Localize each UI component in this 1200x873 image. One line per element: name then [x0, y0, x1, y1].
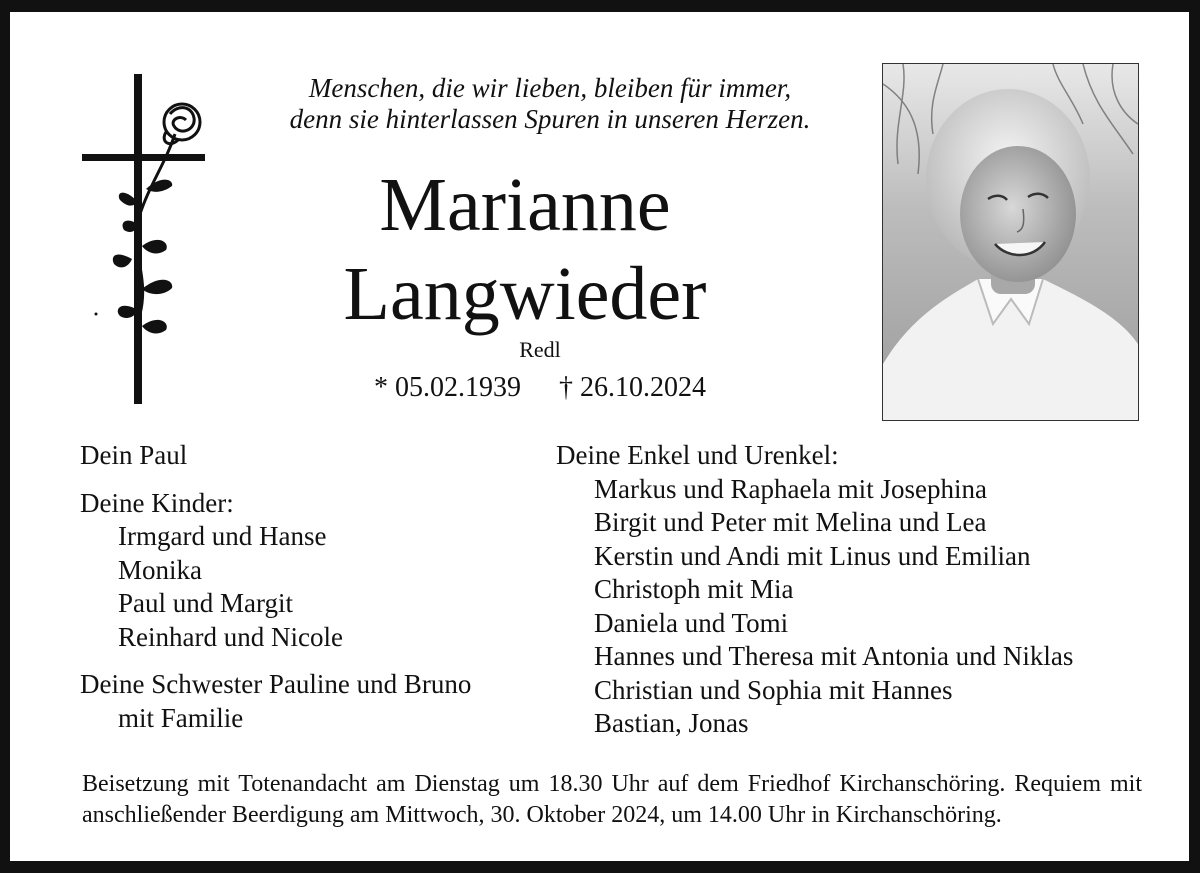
grandchild-entry: Kerstin und Andi mit Linus und Emilian: [594, 540, 1031, 571]
partner-line: Dein Paul: [80, 440, 188, 470]
portrait-photo: [882, 63, 1139, 421]
mourners-left: [80, 439, 550, 735]
motto: [230, 73, 870, 135]
grandchild-entry: Christoph mit Mia: [594, 574, 794, 604]
children-group: [80, 487, 550, 655]
grandchildren-heading: Deine Enkel und Urenkel:: [556, 440, 839, 470]
life-dates: [310, 372, 770, 404]
funeral-details: Beisetzung mit Totenandacht am Dienstag um 18.30 Uhr auf dem Friedhof Kirchanschöring. Requiem mit anschließender Beerdigung am Mittwoch, 30. Oktober 2024, um 14.00 Uhr in Kirchanschöring.: [82, 771, 1142, 828]
motto-line-1: Menschen, die wir lieben, bleiben für immer,: [308, 73, 792, 103]
portrait-photo-image: [883, 64, 1138, 420]
mourners-right: [556, 439, 1176, 741]
grandchild-entry: Bastian, Jonas: [594, 708, 749, 738]
birth-date: * 05.02.1939: [374, 372, 521, 403]
child-entry: Irmgard und Hanse: [118, 521, 327, 551]
children-heading: Deine Kinder:: [80, 487, 234, 518]
child-entry: Paul und Margit: [118, 588, 293, 618]
last-name: Langwieder: [343, 252, 707, 336]
grandchild-entry: Birgit und Peter mit Melina und Lea: [594, 507, 987, 537]
grandchild-entry: Christian und Sophia mit Hannes: [594, 674, 953, 705]
sister-group: [80, 668, 550, 735]
grandchild-entry: Daniela und Tomi: [594, 607, 789, 638]
sister-family-line: mit Familie: [118, 702, 244, 733]
child-entry: Reinhard und Nicole: [118, 621, 343, 652]
birth-name: Redl: [519, 337, 561, 362]
motto-line-2: denn sie hinterlassen Spuren in unseren Herzen.: [289, 104, 811, 134]
child-entry: Monika: [118, 554, 202, 585]
cross-with-rose-icon: [80, 74, 210, 410]
grandchild-entry: Hannes und Theresa mit Antonia und Niklas: [594, 641, 1074, 671]
first-name: Marianne: [379, 163, 671, 247]
death-date: † 26.10.2024: [559, 372, 706, 403]
sister-line: Deine Schwester Pauline und Bruno: [80, 669, 472, 699]
grandchild-entry: Markus und Raphaela mit Josephina: [594, 473, 987, 504]
